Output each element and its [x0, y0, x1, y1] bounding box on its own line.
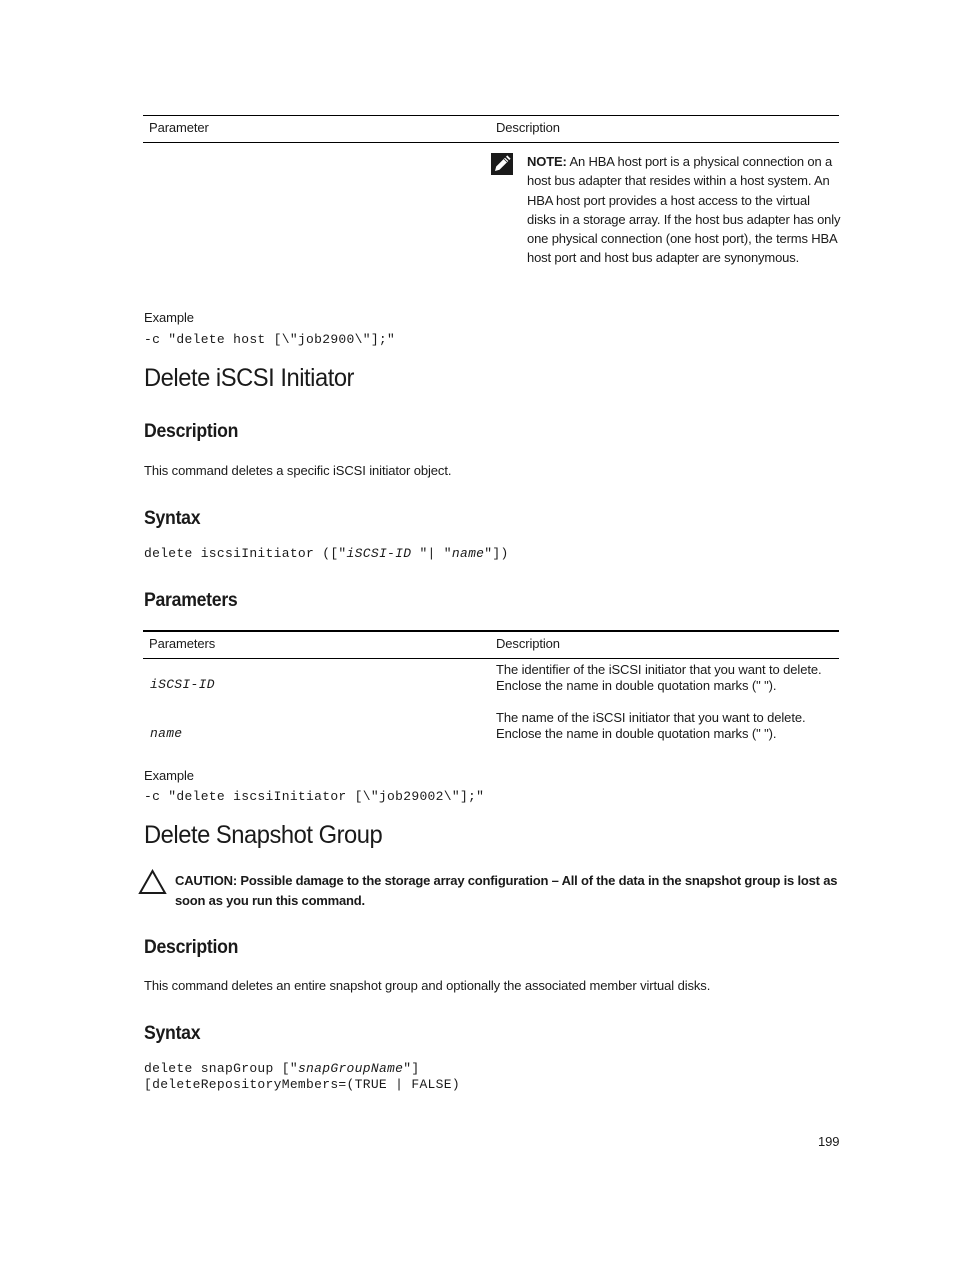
params-header-description: Description — [496, 636, 560, 651]
syntax-code: delete snapGroup ["snapGroupName"] [deleteRepositoryMembers=(TRUE | FALSE) — [144, 1061, 460, 1092]
top-table-header-rule — [143, 142, 839, 143]
params-table-header-rule — [143, 658, 839, 659]
section-title: Delete iSCSI Initiator — [144, 364, 354, 392]
params-table-top-rule — [143, 630, 839, 632]
caution-text: CAUTION: Possible damage to the storage array configuration – All of the data in the snapshot group is lost as soon as you run this command. — [175, 873, 838, 908]
top-table-header-parameter: Parameter — [149, 120, 209, 135]
note-label: NOTE: — [527, 154, 567, 169]
note-text — [527, 152, 841, 268]
top-table-top-rule — [143, 115, 839, 116]
description-text: This command deletes an entire snapshot group and optionally the associated member virtual disks. — [144, 978, 711, 993]
example-label: Example — [144, 310, 194, 325]
syntax-heading: Syntax — [144, 508, 201, 529]
param-name: iSCSI-ID — [150, 677, 215, 692]
syntax-heading: Syntax — [144, 1023, 201, 1044]
params-header-parameters: Parameters — [149, 636, 216, 651]
param-name: name — [150, 726, 183, 741]
description-heading: Description — [144, 937, 239, 958]
description-text: This command deletes a specific iSCSI initiator object. — [144, 463, 452, 478]
description-heading: Description — [144, 421, 239, 442]
param-description: The name of the iSCSI initiator that you want to delete. Enclose the name in double quotation marks (" "). — [496, 710, 806, 741]
section-title: Delete Snapshot Group — [144, 821, 383, 849]
top-table-header-description: Description — [496, 120, 560, 135]
example-code: -c "delete iscsiInitiator [\"job29002\"];" — [144, 789, 485, 804]
page-number: 199 — [818, 1134, 840, 1149]
caution-icon — [138, 869, 167, 895]
note-body: An HBA host port is a physical connection on a host bus adapter that resides within a host system. An HBA host port provides a host access to the virtual disks in a storage array. If the host bus adapter has only one physical connection (one host port), the terms HBA host port and host bus adapter are synonymous. — [527, 154, 841, 266]
example-code: -c "delete host [\"job2900\"];" — [144, 332, 396, 347]
parameters-heading: Parameters — [144, 590, 238, 611]
note-icon — [491, 153, 513, 175]
param-description: The identifier of the iSCSI initiator that you want to delete. Enclose the name in double quotation marks (" "). — [496, 662, 822, 693]
syntax-code: delete iscsiInitiator (["iSCSI-ID "| "name"]) — [144, 546, 509, 561]
example-label: Example — [144, 768, 194, 783]
